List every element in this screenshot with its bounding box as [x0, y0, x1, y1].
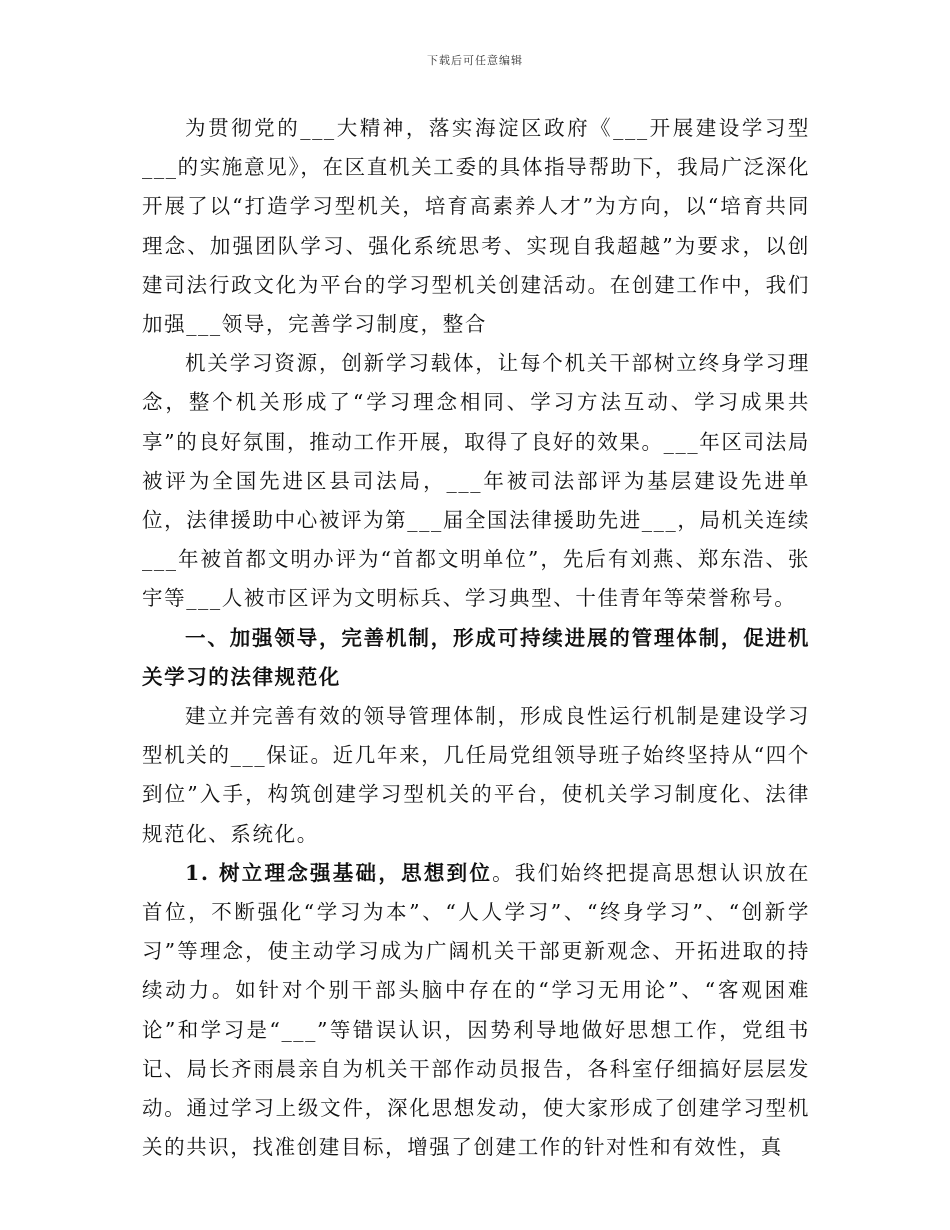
paragraph-achievements: 机关学习资源，创新学习载体，让每个机关干部树立终身学习理念，整个机关形成了“学习理念相同、学习方法互动、学习成果共享”的良好氛围，推动工作开展，取得了良好的效果。___年区司法局被评为全国先进区县司法局，___年被司法部评为基层建设先进单位，法律援助中心被评为第___届全国法律援助先进___，局机关连续___年被首都文明办评为“首都文明单位”，先后有刘燕、郑东浩、张宇等___人被市区评为文明标兵、学习典型、十佳青年等荣誉称号。 [142, 351, 810, 611]
paragraph-mechanism: 建立并完善有效的领导管理体制，形成良性运行机制是建设学习型机关的___保证。近几年来，几任局党组领导班子始终坚持从“四个到位”入手，构筑创建学习型机关的平台，使机关学习制度化、法律规范化、系统化。 [142, 704, 810, 846]
document-body [142, 109, 810, 1167]
point-1-lead: 1. 树立理念强基础，思想到位 [185, 860, 493, 885]
paragraph-intro: 为贯彻党的___大精神，落实海淀区政府《___开展建设学习型___的实施意见》，在区直机关工委的具体指导帮助下，我局广泛深化开展了以“打造学习型机关，培育高素养人才”为方向，以“培育共同理念、加强团队学习、强化系统思考、实现自我超越”为要求，以创建司法行政文化为平台的学习型机关创建活动。在创建工作中，我们加强___领导，完善学习制度，整合 [142, 116, 810, 337]
point-1-text: 。我们始终把提高思想认识放在首位，不断强化“学习为本”、“人人学习”、“终身学习”、“创新学习”等理念，使主动学习成为广阔机关干部更新观念、开拓进取的持续动力。如针对个别干部头脑中存在的“学习无用论”、“客观困难论”和学习是“___”等错误认识，因势利导地做好思想工作，党组书记、局长齐雨晨亲自为机关干部作动员报告，各科室仔细搞好层层发动。通过学习上级文件，深化思想发动，使大家形成了创建学习型机关的共识，找准创建目标，增强了创建工作的针对性和有效性，真 [142, 860, 810, 1160]
paragraph-point-1 [142, 854, 810, 1168]
page-header: 下载后可任意编辑 [427, 54, 523, 67]
section-heading-1: 一、加强领导，完善机制，形成可持续进展的管理体制，促进机关学习的法律规范化 [142, 625, 810, 689]
